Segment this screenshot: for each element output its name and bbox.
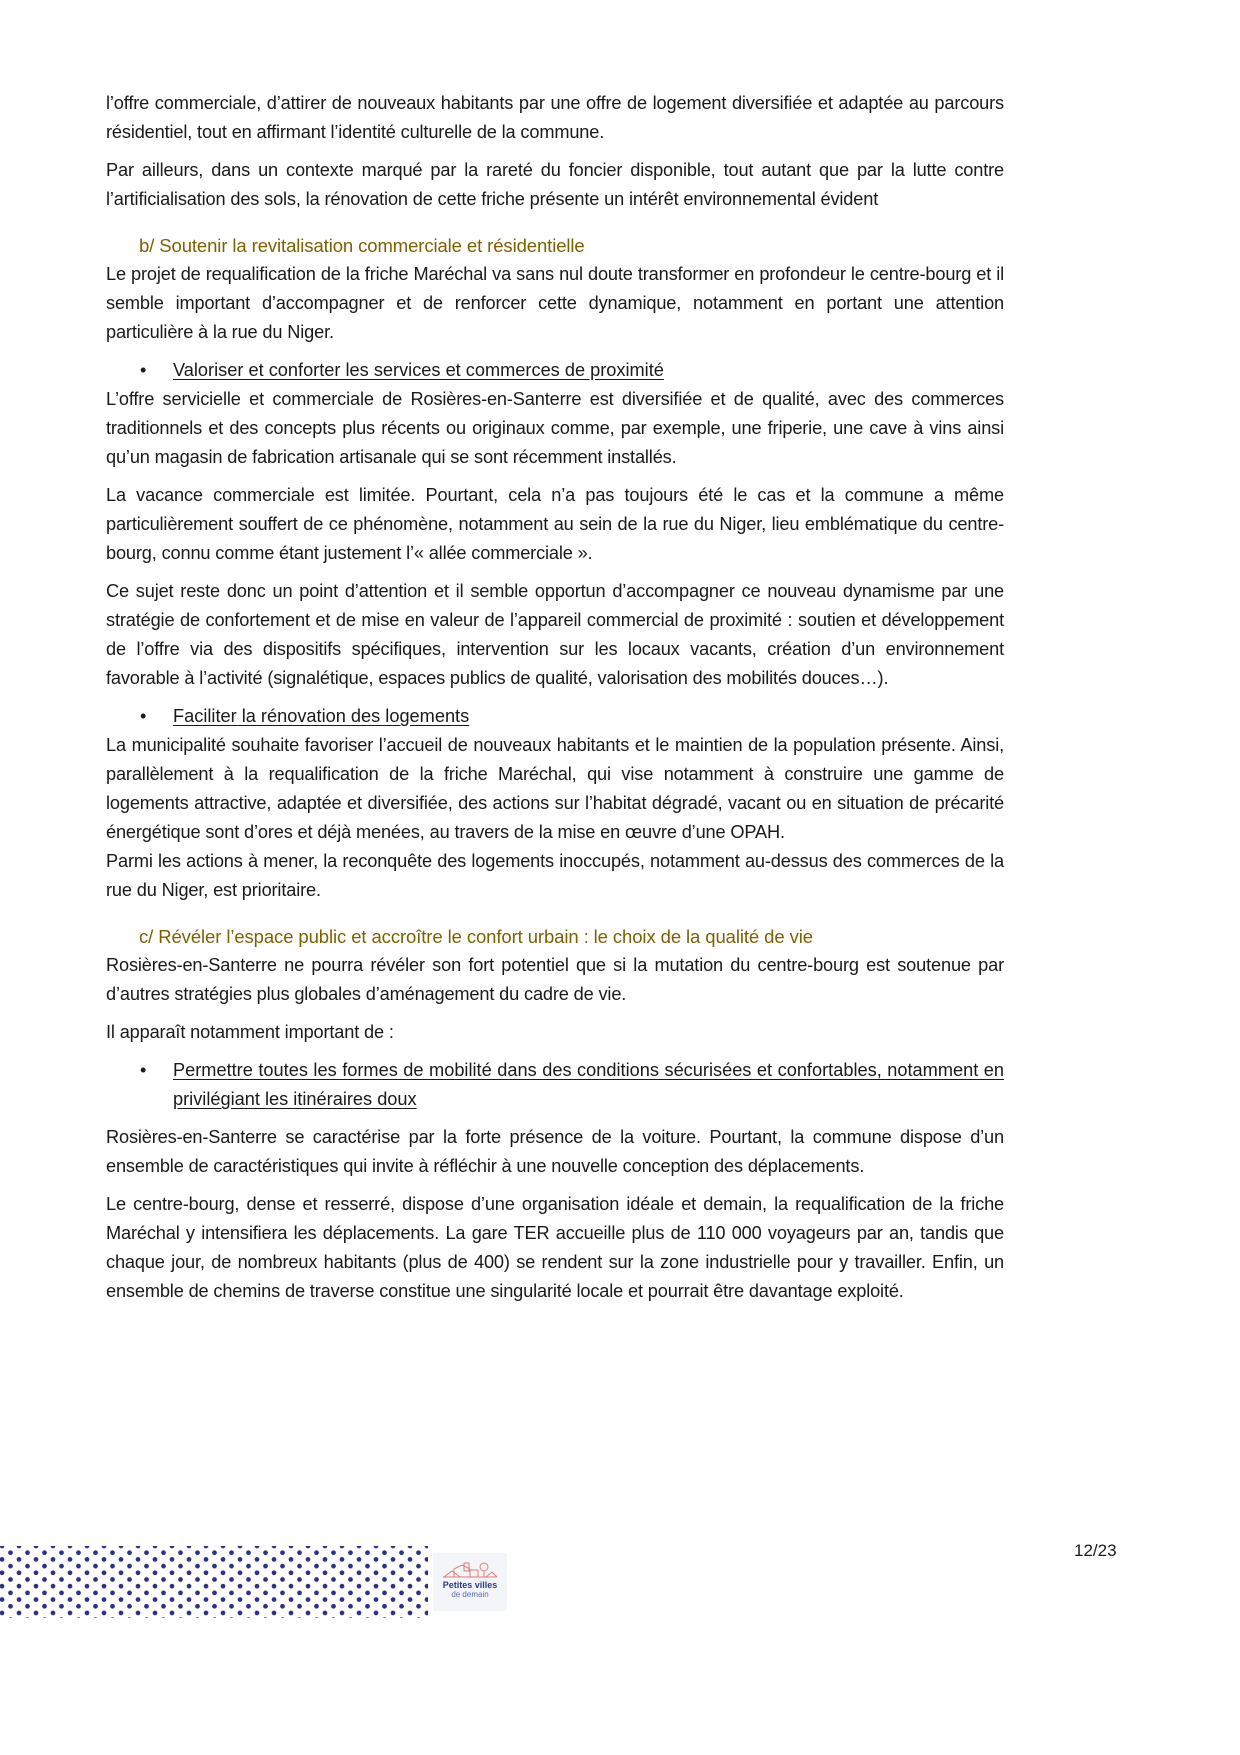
body-paragraph: La municipalité souhaite favoriser l’accueil de nouveaux habitants et le maintien de la population présente. Ainsi, parallèlement à la requalification de la friche Maréchal, qui vise notamment à construire une gamme de logements attractive, adaptée et diversifiée, des actions sur l’habitat dégradé, vacant ou en situation de précarité énergétique sont d’ores et déjà menées, au travers de la mise en œuvre d’une OPAH. (106, 735, 1004, 842)
intro-paragraph: l’offre commerciale, d’attirer de nouveaux habitants par une offre de logement diversifiée et adaptée au parcours résidentiel, tout en affirmant l’identité culturelle de la commune. (106, 93, 1004, 142)
section-c-intro: Rosières-en-Santerre ne pourra révéler son fort potentiel que si la mutation du centre-bourg est soutenue par d’autres stratégies plus globales d’aménagement du cadre de vie. (106, 955, 1004, 1004)
bullet-title: Permettre toutes les formes de mobilité dans des conditions sécurisées et confortables, notamment en privilégiant les itinéraires doux (173, 1060, 1004, 1109)
section-b-heading: b/ Soutenir la revitalisation commerciale et résidentielle (139, 235, 585, 256)
section-c-heading: c/ Révéler l’espace public et accroître le confort urbain : le choix de la qualité de vie (139, 926, 813, 947)
logo-title: Petites villes (442, 1580, 498, 1590)
body-paragraph: Le centre-bourg, dense et resserré, dispose d’une organisation idéale et demain, la requalification de la friche Maréchal y intensifiera les déplacements. La gare TER accueille plus de 110 000 voyageurs par an, tandis que chaque jour, de nombreux habitants (plus de 400) se rendent sur la zone industrielle pour y travailler. Enfin, un ensemble de chemins de traverse constitue une singularité locale et pourrait être davantage exploité. (106, 1194, 1004, 1301)
section-b-intro: Le projet de requalification de la friche Maréchal va sans nul doute transformer en profondeur le centre-bourg et il semble important d’accompagner et de renforcer cette dynamique, notamment en portant une attention particulière à la rue du Niger. (106, 264, 1004, 342)
bullet-item (106, 702, 1004, 731)
body-paragraph: Rosières-en-Santerre se caractérise par la forte présence de la voiture. Pourtant, la commune dispose d’un ensemble de caractéristiques qui invite à réfléchir à une nouvelle conception des déplacements. (106, 1127, 1004, 1176)
body-paragraph: Parmi les actions à mener, la reconquête des logements inoccupés, notamment au-dessus des commerces de la rue du Niger, est prioritaire. (106, 851, 1004, 900)
bullet-title: Valoriser et conforter les services et commerces de proximité (173, 360, 664, 380)
bullet-item (106, 356, 1004, 385)
document-page (106, 89, 1004, 1306)
body-paragraph: L’offre servicielle et commerciale de Rosières-en-Santerre est diversifiée et de qualité, avec des commerces traditionnels et des concepts plus récents ou originaux comme, par exemple, une friperie, une cave à vins ainsi qu’un magasin de fabrication artisanale qui se sont récemment installés. (106, 389, 1004, 467)
page-number: 12/23 (1074, 1541, 1117, 1560)
intro-paragraph: Par ailleurs, dans un contexte marqué par la rareté du foncier disponible, tout autant que par la lutte contre l’artificialisation des sols, la rénovation de cette friche présente un intérêt environnemental évident (106, 160, 1004, 209)
bullet-icon: • (140, 360, 147, 380)
petites-villes-de-demain-logo (433, 1553, 507, 1611)
bullet-title: Faciliter la rénovation des logements (173, 706, 470, 726)
logo-subtitle: de demain (451, 1590, 489, 1599)
bullet-item (106, 1056, 1004, 1114)
bullet-icon: • (140, 706, 147, 726)
section-c-lead: Il apparaît notamment important de : (106, 1022, 394, 1042)
bullet-icon: • (140, 1060, 147, 1080)
footer-dot-pattern (0, 1546, 428, 1618)
body-paragraph: Ce sujet reste donc un point d’attention et il semble opportun d’accompagner ce nouveau dynamisme par une stratégie de confortement et de mise en valeur de l’appareil commercial de proximité : soutien et développement de l’offre via des dispositifs spécifiques, intervention sur les locaux vacants, création d’un environnement favorable à l’activité (signalétique, espaces publics de qualité, valorisation des mobilités douces…). (106, 581, 1004, 688)
body-paragraph: La vacance commerciale est limitée. Pourtant, cela n’a pas toujours été le cas et la commune a même particulièrement souffert de ce phénomène, notamment au sein de la rue du Niger, lieu emblématique du centre-bourg, connu comme étant justement l’« allée commerciale ». (106, 485, 1004, 563)
village-skyline-icon (442, 1557, 498, 1579)
